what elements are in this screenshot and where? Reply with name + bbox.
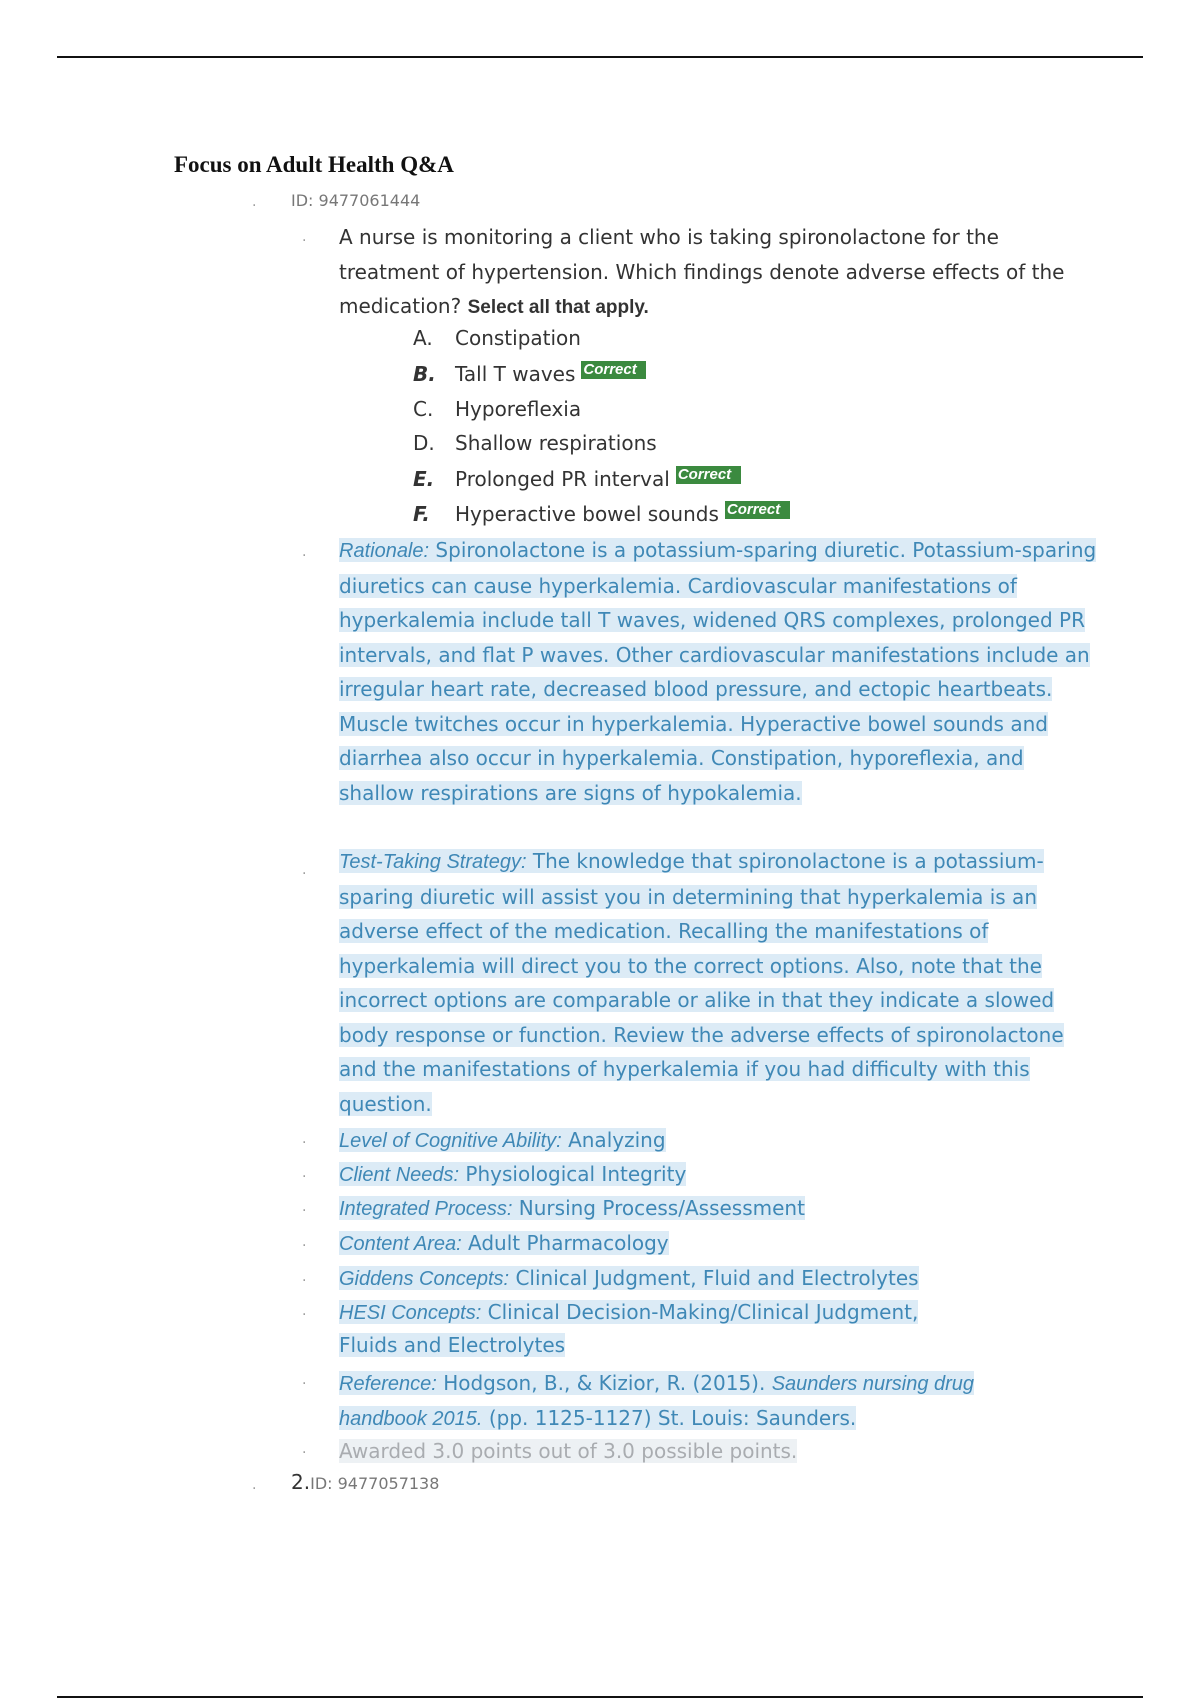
giddens-concepts: Giddens Concepts: Clinical Judgment, Fluid and Electrolytes bbox=[339, 1266, 919, 1290]
option-letter: A. bbox=[413, 326, 433, 350]
cognitive-level: Level of Cognitive Ability: Analyzing bbox=[339, 1128, 666, 1152]
strategy-text: The knowledge that spironolactone is a potassium- sparing diuretic will assist you in determining that hyperkalemia is an adverse effect of the medication. Recalling the manifestations of hyperkalemia will direct you to the correct options. Also, note that the incorrect options are comparable or alike in that they indicate a slowed body response or function. Review the adverse effects of spironolactone and the manifestations of hyperkalemia if you had difficulty with this question. bbox=[339, 849, 1064, 1116]
correct-badge: Correct bbox=[725, 501, 790, 519]
option-text: Hyperactive bowel sounds bbox=[455, 502, 719, 526]
option-c bbox=[413, 395, 581, 423]
list-bullet: . bbox=[302, 1165, 307, 1181]
top-rule bbox=[57, 56, 1143, 58]
question-stem bbox=[339, 220, 1084, 326]
list-bullet: . bbox=[302, 1234, 307, 1250]
list-bullet: . bbox=[302, 1441, 307, 1457]
question-2-header bbox=[291, 1470, 439, 1494]
reference-book-title: Saunders nursing drug handbook 2015. bbox=[339, 1373, 975, 1430]
option-d bbox=[413, 429, 657, 457]
option-text: Constipation bbox=[455, 326, 581, 350]
list-bullet: . bbox=[252, 194, 257, 210]
question-id: ID: 9477057138 bbox=[310, 1474, 440, 1493]
list-bullet: . bbox=[302, 1303, 307, 1319]
reference: Reference: Hodgson, B., & Kizior, R. (2015). Saunders nursing drug handbook 2015. (pp. 1125-1127) St. Louis: Saunders. bbox=[339, 1371, 975, 1430]
question-id: ID: 9477061444 bbox=[291, 191, 421, 210]
list-bullet: . bbox=[302, 862, 307, 878]
content-area: Content Area: Adult Pharmacology bbox=[339, 1231, 669, 1255]
question-number: 2. bbox=[291, 1470, 311, 1494]
client-needs: Client Needs: Physiological Integrity bbox=[339, 1162, 687, 1186]
option-letter: E. bbox=[413, 467, 435, 491]
option-f bbox=[413, 500, 790, 528]
option-letter: C. bbox=[413, 397, 434, 421]
rationale-label: Rationale: bbox=[339, 540, 430, 562]
option-b bbox=[413, 360, 646, 388]
score-line bbox=[339, 1435, 1099, 1467]
score-text: Awarded 3.0 points out of 3.0 possible points. bbox=[339, 1439, 798, 1463]
reference-label: Reference: bbox=[339, 1373, 437, 1395]
option-text: Hyporeflexia bbox=[455, 397, 582, 421]
option-text: Tall T waves bbox=[455, 362, 576, 386]
bottom-rule bbox=[57, 1696, 1143, 1698]
strategy-label: Test-Taking Strategy: bbox=[339, 851, 527, 873]
page-title: Focus on Adult Health Q&A bbox=[174, 152, 454, 177]
list-bullet: . bbox=[302, 1269, 307, 1285]
option-letter: B. bbox=[413, 362, 436, 386]
option-letter: F. bbox=[413, 502, 430, 526]
correct-badge: Correct bbox=[581, 361, 646, 379]
select-all-emphasis: Select all that apply. bbox=[467, 297, 649, 318]
option-a bbox=[413, 324, 581, 352]
list-bullet: . bbox=[302, 1131, 307, 1147]
list-bullet: . bbox=[302, 229, 307, 245]
rationale-text: Spironolactone is a potassium-sparing diuretic. Potassium-sparing diuretics can cause hyperkalemia. Cardiovascular manifestations of hyperkalemia include tall T waves, widened QRS complexes, prolonged PR intervals, and flat P waves. Other cardiovascular manifestations include an irregular heart rate, decreased blood pressure, and ectopic heartbeats. Muscle twitches occur in hyperkalemia. Hyperactive bowel sounds and diarrhea also occur in hyperkalemia. Constipation, hyporeflexia, and shallow respirations are signs of hypokalemia. bbox=[339, 538, 1097, 805]
option-text: Prolonged PR interval bbox=[455, 467, 670, 491]
option-text: Shallow respirations bbox=[455, 431, 657, 455]
list-bullet: . bbox=[302, 1372, 307, 1388]
option-e bbox=[413, 465, 741, 493]
hesi-concepts: HESI Concepts: Clinical Decision-Making/Clinical Judgment, Fluids and Electrolytes bbox=[339, 1300, 919, 1357]
list-bullet: . bbox=[302, 1199, 307, 1215]
integrated-process: Integrated Process: Nursing Process/Assessment bbox=[339, 1196, 805, 1220]
test-taking-strategy bbox=[339, 844, 1099, 1121]
list-bullet: . bbox=[302, 544, 307, 560]
option-letter: D. bbox=[413, 431, 435, 455]
correct-badge: Correct bbox=[676, 466, 741, 484]
question-stem-text: A nurse is monitoring a client who is taking spironolactone for the treatment of hypertension. Which findings denote adverse effects of the medication? bbox=[339, 225, 1065, 318]
rationale bbox=[339, 533, 1099, 810]
list-bullet: . bbox=[252, 1477, 257, 1493]
